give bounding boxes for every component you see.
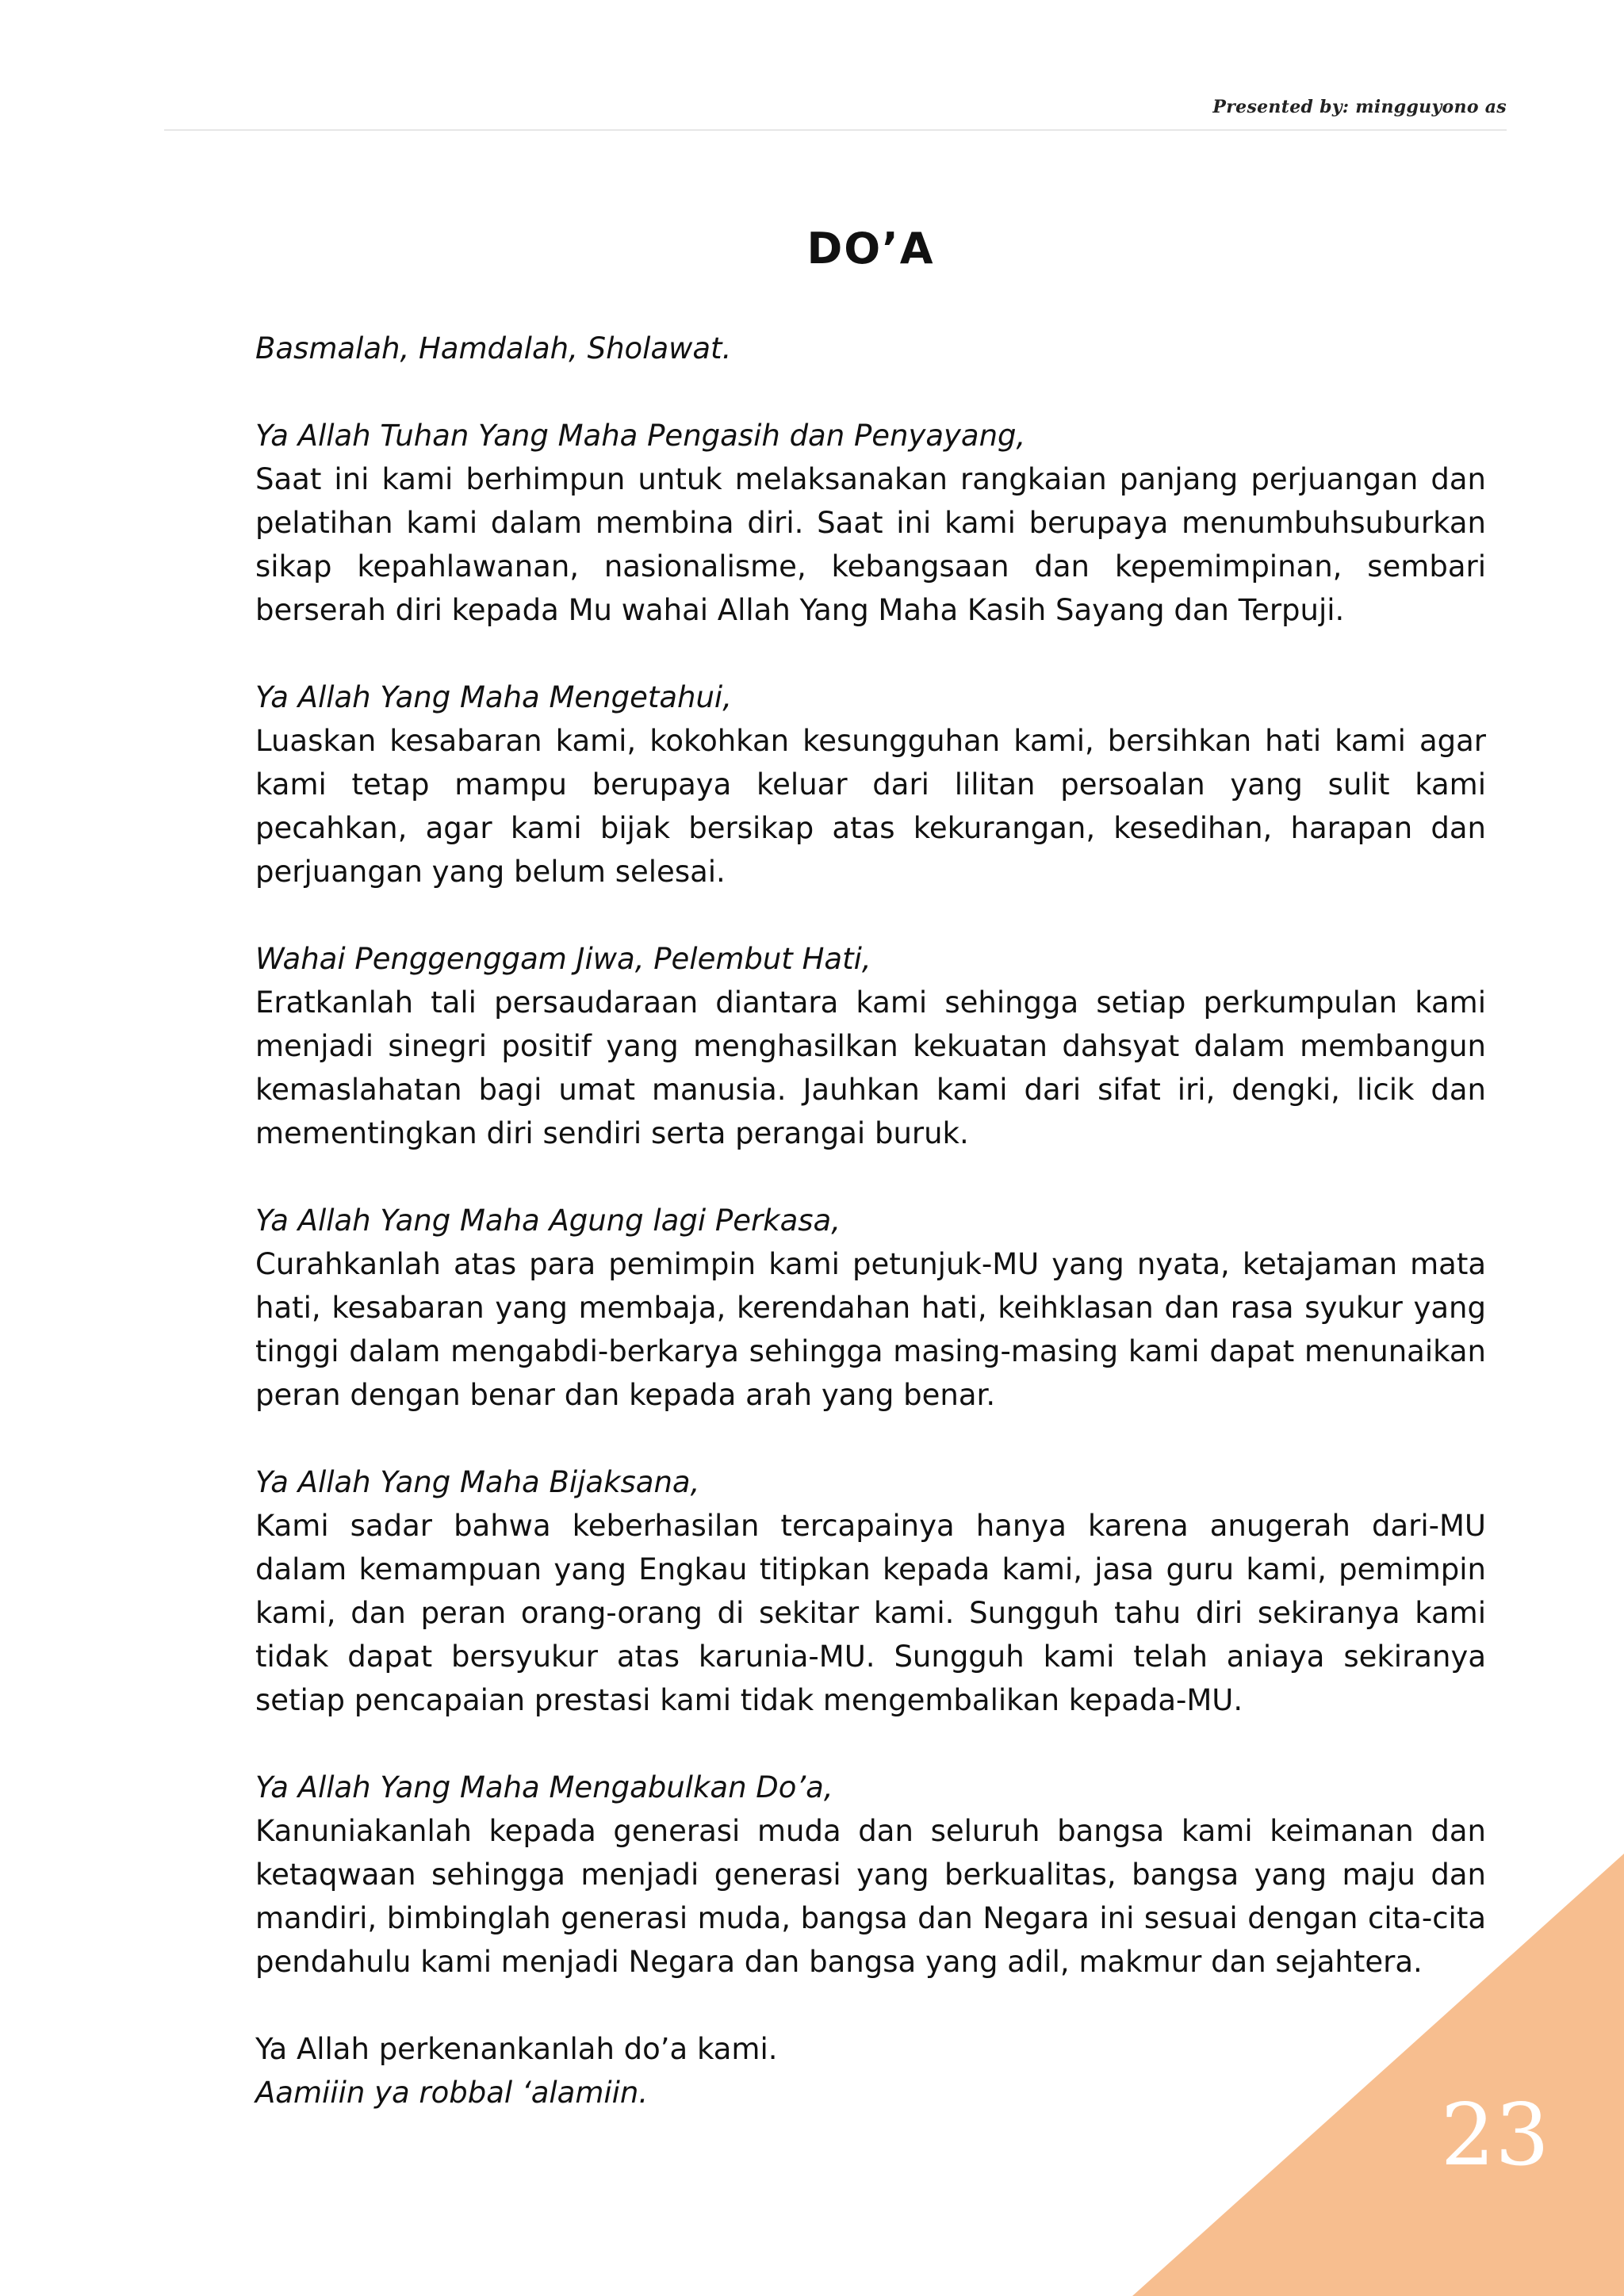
stanza — [255, 675, 1486, 894]
stanza-body: Saat ini kami berhimpun untuk melaksanakan rangkaian panjang perjuangan dan pelatihan kami dalam membina diri. Saat ini kami berupaya menumbuhsuburkan sikap kepahlawanan, nasionalisme, kebangsaan dan kepemimpinan, sembari berserah diri kepada Mu wahai Allah Yang Maha Kasih Sayang dan Terpuji. — [255, 462, 1486, 627]
stanza-heading: Ya Allah Yang Maha Mengetahui, — [255, 680, 732, 714]
stanza — [255, 1199, 1486, 1417]
stanza-heading: Ya Allah Yang Maha Mengabulkan Do’a, — [255, 1770, 833, 1804]
stanza-body: Luaskan kesabaran kami, kokohkan kesungguhan kami, bersihkan hati kami agar kami tetap mampu berupaya keluar dari lilitan persoalan yang sulit kami pecahkan, agar kami bijak bersikap atas kekurangan, kesedihan, harapan dan perjuangan yang belum selesai. — [255, 724, 1486, 889]
stanza-body: Kami sadar bahwa keberhasilan tercapainya hanya karena anugerah dari-MU dalam kemampuan yang Engkau titipkan kepada kami, jasa guru kami, pemimpin kami, dan peran orang-orang di sekitar kami. Sungguh tahu diri sekiranya kami tidak dapat bersyukur atas karunia-MU. Sungguh kami telah aniaya sekiranya setiap pencapaian prestasi kami tidak mengembalikan kepada-MU. — [255, 1509, 1486, 1717]
prayer-text — [255, 327, 1486, 2114]
stanza-body: Kanuniakanlah kepada generasi muda dan seluruh bangsa kami keimanan dan ketaqwaan sehingga menjadi generasi yang berkualitas, bangsa yang maju dan mandiri, bimbinglah generasi muda, bangsa dan Negara ini sesuai dengan cita-cita pendahulu kami menjadi Negara dan bangsa yang adil, makmur dan sejahtera. — [255, 1814, 1486, 1979]
presenter-credit: Presented by: mingguyono as — [1212, 97, 1507, 117]
stanza-heading: Ya Allah Yang Maha Agung lagi Perkasa, — [255, 1203, 841, 1238]
stanza — [255, 1766, 1486, 1984]
stanza-heading: Ya Allah Tuhan Yang Maha Pengasih dan Penyayang, — [255, 419, 1026, 453]
stanza — [255, 937, 1486, 1155]
opening-line: Basmalah, Hamdalah, Sholawat. — [255, 331, 732, 365]
stanza-heading: Wahai Penggenggam Jiwa, Pelembut Hati, — [255, 942, 871, 976]
page-title: DO’A — [806, 224, 935, 274]
stanza — [255, 414, 1486, 632]
page-number: 23 — [1440, 2086, 1549, 2185]
header-divider — [164, 129, 1507, 131]
closing-line: Ya Allah perkenankanlah do’a kami. — [255, 2032, 778, 2066]
stanza — [255, 1460, 1486, 1722]
stanza-body: Eratkanlah tali persaudaraan diantara kami sehingga setiap perkumpulan kami menjadi sinegri positif yang menghasilkan kekuatan dahsyat dalam membangun kemaslahatan bagi umat manusia. Jauhkan kami dari sifat iri, dengki, licik dan mementingkan diri sendiri serta perangai buruk. — [255, 985, 1486, 1150]
closing-amen: Aamiiin ya robbal ‘alamiin. — [255, 2076, 649, 2110]
stanza-body: Curahkanlah atas para pemimpin kami petunjuk-MU yang nyata, ketajaman mata hati, kesabaran yang membaja, kerendahan hati, keihklasan dan rasa syukur yang tinggi dalam mengabdi-berkarya sehingga masing-masing kami dapat menunaikan peran dengan benar dan kepada arah yang benar. — [255, 1247, 1486, 1412]
stanza-heading: Ya Allah Yang Maha Bijaksana, — [255, 1465, 700, 1499]
